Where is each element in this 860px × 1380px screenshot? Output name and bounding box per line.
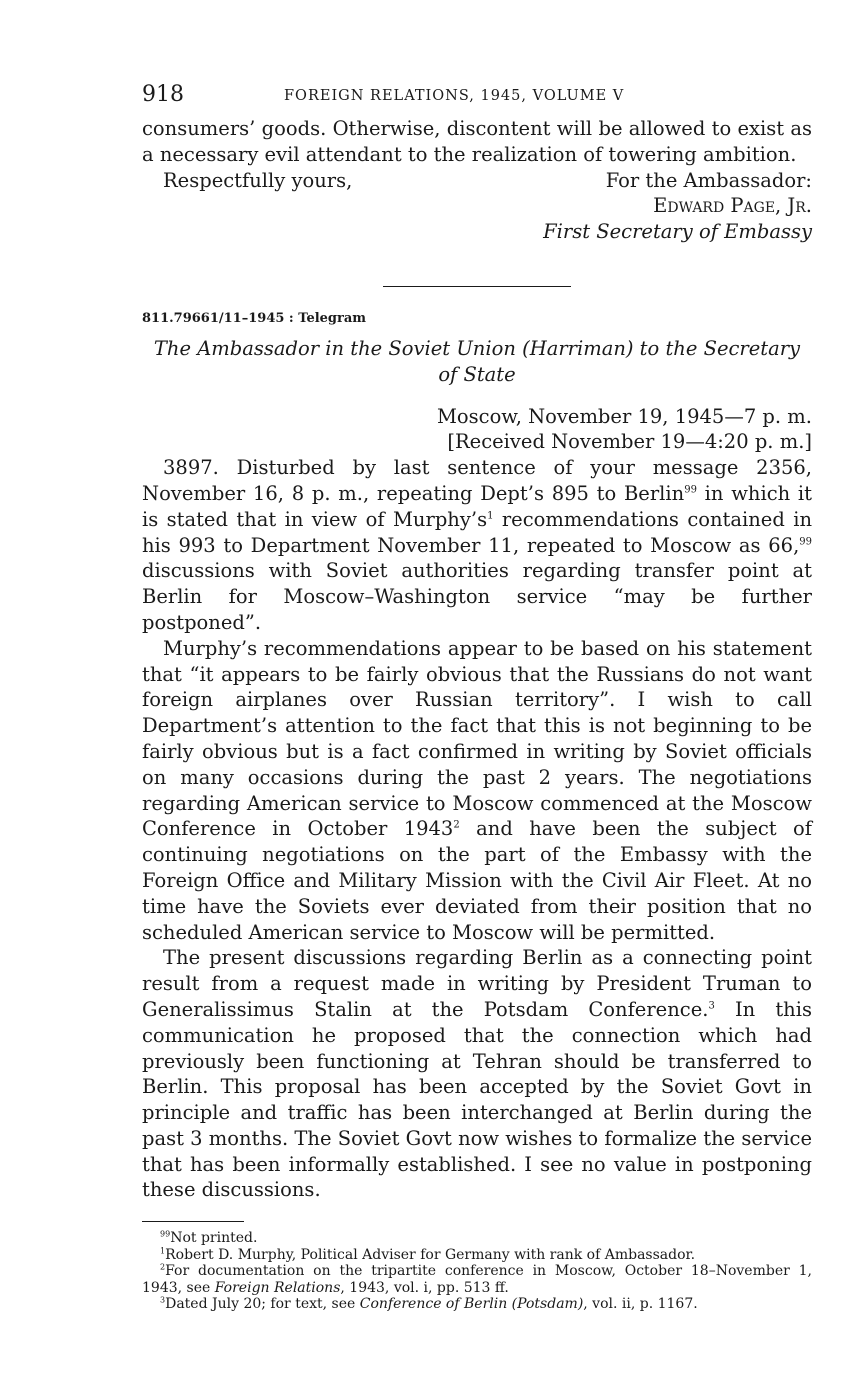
text-run: 3897. Disturbed by last sentence of your message 2356, November 16, 8 p. m., repeating Dept’s 895 to Berlin: [142, 456, 812, 505]
footnote-ref: 2: [453, 819, 460, 831]
footnote-ref: 99: [684, 484, 697, 496]
footnote-ref: 99: [799, 536, 812, 548]
footnote-text: Robert D. Murphy, Political Adviser for Germany with rank of Ambassador.: [165, 1246, 696, 1263]
footnote-text: Dated July 20; for text, see: [165, 1296, 360, 1313]
footnote-mark: 3: [160, 1295, 166, 1305]
footnote-99: [142, 1230, 812, 1247]
running-title: FOREIGN RELATIONS, 1945, VOLUME V: [284, 88, 625, 104]
footnote-text: For documentation on the tripartite conference in Moscow, October 18–November 1, 1943, see: [142, 1263, 812, 1296]
title-text-end: ) to the Secretary of State: [438, 336, 801, 386]
footnote-citation: Foreign Relations: [214, 1279, 341, 1296]
page-number: 918: [142, 82, 184, 107]
received-line: [Received November 19—4:20 p. m.]: [447, 430, 812, 454]
footnote-citation: Conference of Berlin (Potsdam): [359, 1296, 584, 1313]
signer-name: Edward Page, Jr.: [653, 194, 812, 218]
document-page: [142, 82, 812, 1313]
section-divider: [383, 286, 571, 287]
paragraph-2: [142, 636, 812, 946]
footnote-ref: 1: [487, 510, 494, 522]
salutation: Respectfully yours,: [163, 168, 353, 192]
text-run: Murphy’s recommendations appear to be based on his statement that “it appears to be fairly obvious that the Russians do not want foreign airplanes over Russian territory”. I wish to call Department’s attention to the fact that this is not beginning to be fairly obvious but is a fact confirmed in writing by Soviet officials on many occasions during the past 2 years. The negotiations regarding American service to Moscow commenced at the Moscow Conference in October 1943: [142, 636, 812, 841]
footnote-mark: 2: [160, 1262, 166, 1272]
footnote-mark: 1: [160, 1246, 166, 1256]
text-run: in which it is stated that in view of Murphy’s: [142, 481, 812, 531]
signer-title: First Secretary of Embassy: [543, 220, 812, 244]
footnote-divider: [142, 1221, 244, 1222]
file-reference: 811.79661/11–1945 : Telegram: [142, 310, 367, 326]
closing-paragraph: consumers’ goods. Otherwise, discontent will be allowed to exist as a necessary evil attendant to the realization of towering ambition.: [142, 117, 812, 166]
document-title: [142, 336, 812, 388]
footnote-text: Not printed.: [170, 1230, 258, 1247]
footnotes: [142, 1230, 812, 1313]
footnote-text: , vol. ii, p. 1167.: [583, 1296, 698, 1313]
footnote-1: [142, 1247, 812, 1264]
text-run: and have been the subject of continuing negotiations on the part of the Embassy with the Foreign Office and Military Mission with the Civil Air Fleet. At no time have the Soviets ever deviated from their position that no scheduled American service to Moscow will be permitted.: [142, 817, 812, 944]
footnote-2: [142, 1263, 812, 1296]
running-header: [142, 82, 812, 116]
title-name: Harriman: [529, 336, 626, 360]
footnote-text: , 1943, vol. i, pp. 513 ff.: [340, 1279, 509, 1296]
footnote-mark: 99: [160, 1229, 171, 1239]
footnote-3: [142, 1296, 812, 1313]
text-run: In this communication he proposed that the connection which had previously been functioning at Tehran should be transferred to Berlin. This proposal has been accepted by the Soviet Govt in principle and traffic has been interchanged at Berlin during the past 3 months. The Soviet Govt now wishes to formalize the service that has been informally established. I see no value in postponing these discussions.: [142, 997, 812, 1202]
closing-row: [142, 168, 812, 194]
paragraph-1: [142, 455, 812, 636]
dateline: Moscow, November 19, 1945—7 p. m.: [436, 404, 812, 428]
paragraph-3: [142, 945, 812, 1203]
text-run: discussions with Soviet authorities regarding transfer point at Berlin for Moscow–Washington service “may be further postponed”.: [142, 559, 812, 634]
footnote-ref: 3: [708, 1000, 715, 1012]
text-run: The present discussions regarding Berlin as a connecting point result from a request made in writing by President Truman to Generalissimus Stalin at the Potsdam Conference.: [142, 946, 812, 1021]
title-text: The Ambassador in the Soviet Union (: [153, 336, 530, 360]
text-run: recommendations contained in his 993 to Department November 11, repeated to Moscow as 66,: [142, 507, 813, 557]
for-ambassador-line: For the Ambassador:: [605, 168, 812, 192]
